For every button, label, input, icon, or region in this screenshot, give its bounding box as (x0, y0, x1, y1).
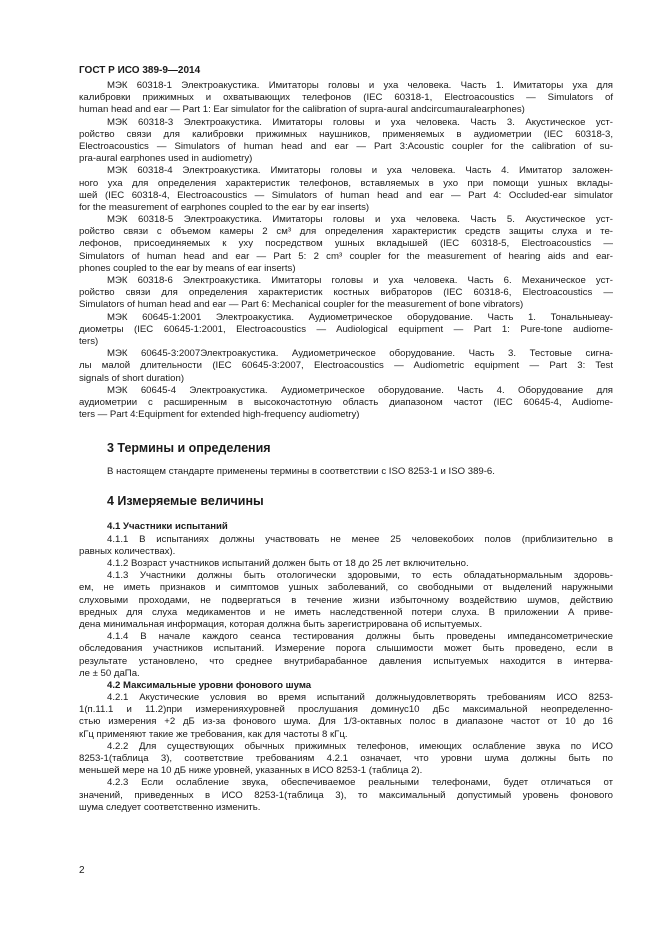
text-line: 4.1.3 Участники должны быть отологически здоровыми, то есть обладатьнормальным здоровь- (107, 570, 613, 582)
clause-paragraph (79, 558, 613, 570)
text-line: слуховыми проходами, не подвергаться в течение жизни избыточному воздействию шумов, действию (79, 594, 613, 606)
text-line: кГц применяют такие же требования, как для частоты 8 кГц. (79, 728, 348, 740)
reference-entry (79, 312, 613, 349)
clause-paragraph (79, 692, 613, 741)
text-line: human head and ear — Part 1: Ear simulator for the calibration of supra-aural andcircumauralearphones) (79, 104, 525, 116)
clause-paragraph (79, 631, 613, 680)
text-line: 4.2.2 Для существующих обычных прижимных телефонов, имеющих ослабление звука по ИСО (107, 740, 613, 752)
text-line: стью измерения +2 дБ из-за фонового шума. Для 1/3-октавных полос в диапазоне частот от 10 до 16 (79, 716, 613, 728)
text-line: ем, не иметь признаков и симптомов ушных заболеваний, со свободными от выделений наружными (79, 582, 613, 594)
text-line: лефонов, присоединяемых к уху посредством ушных вкладышей (IEC 60318-5, Electroacoustics — (79, 238, 613, 250)
text-line: МЭК 60645-3:2007Электроакустика. Аудиометрическое оборудование. Часть 3. Тестовые сигна- (107, 348, 613, 360)
clause-paragraph (79, 570, 613, 631)
text-line: шей (IEC 60318-4, Electroacoustics — Simulators of human head and ear — Part 4: Occluded-ear simulator (79, 189, 613, 201)
text-line: ters) (79, 335, 99, 347)
text-line: 4.1.2 Возраст участников испытаний должен быть от 18 до 25 лет включительно. (107, 558, 469, 570)
subsection-heading: 4.2 Максимальные уровни фонового шума (107, 679, 312, 691)
text-line: шума следует соответственно изменить. (79, 801, 261, 813)
text-line: 8253-1(таблица 3), соответствие требованиям 4.2.1 означает, что уровни шума должны быть по (79, 753, 613, 765)
text-line: 4.1.4 В начале каждого сеанса тестирования должны быть проведены импедансометрические (107, 631, 613, 643)
section-4-body (79, 521, 613, 814)
clause-paragraph (79, 534, 613, 558)
page-content (79, 80, 613, 814)
reference-entry (79, 275, 613, 312)
reference-entry (79, 385, 613, 422)
text-line: Electroacoustics — Simulators of human head and ear — Part 3:Acoustic coupler for the calibration of su- (79, 140, 613, 152)
reference-entry (79, 117, 613, 166)
text-line: диометры (IEC 60645-1:2001, Electroacoustics — Audiological equipment — Part 1: Pure-tone audiome- (79, 323, 613, 335)
text-line: for the measurement of earphones coupled to the ear by ear inserts) (79, 201, 370, 213)
text-line: равных количествах). (79, 545, 176, 557)
page-number: 2 (79, 865, 85, 876)
text-line: МЭК 60318-6 Электроакустика. Имитаторы головы и уха человека. Часть 6. Механическое уст- (107, 275, 613, 286)
text-line: 1(п.11.1 и 11.2)при измеренияхуровней прослушания доминус10 дБс максимальной неопределенно- (79, 704, 613, 716)
text-line: обследования участников испытаний. Измерение порога слышимости может быть проведено, если в (79, 643, 613, 655)
document-header: ГОСТ Р ИСО 389-9—2014 (79, 65, 201, 76)
text-line: МЭК 60645-1:2001 Электроакустика. Аудиометрическое оборудование. Часть 1. Тональныеау- (107, 311, 613, 323)
text-line: signals of short duration) (79, 372, 185, 384)
reference-entry (79, 80, 613, 117)
text-line: лы малой длительности (IEC 60645-3:2007, Electroacoustics — Audiometric equipment — Part 3: Test (79, 360, 613, 372)
text-line: МЭК 60318-5 Электроакустика. Имитаторы головы и уха человека. Часть 5. Акустическое уст- (107, 214, 613, 226)
text-line: МЭК 60645-4 Электроакустика. Аудиометрическое оборудование. Часть 4. Оборудование для (107, 384, 613, 396)
normative-references (79, 80, 613, 421)
text-line: калибровки прижимных и охватывающих телефонов (IEC 60318-1, Electroacoustics — Simulators of (79, 92, 613, 104)
text-line: ройство связи для калибровки прижимных наушников, применяемых в аудиометрии (IEC 60318-3, (79, 128, 613, 140)
text-line: Simulators of human head and ear — Part 6: Mechanical coupler for the measurement of bone vibrators) (79, 299, 524, 311)
text-line: ройство связи с объемом камеры 2 см³ для определения характеристик средств защиты слуха и те- (79, 226, 613, 238)
section-3-body: В настоящем стандарте применены термины в соответствии с ISO 8253-1 и ISO 389-6. (107, 466, 495, 478)
section-4-heading: 4 Измеряемые величины (107, 494, 264, 509)
text-line: pra-aural earphones used in audiometry) (79, 153, 253, 165)
reference-entry (79, 348, 613, 385)
reference-entry (79, 165, 613, 214)
text-line: 4.2.1 Акустические условия во время испытаний должныудовлетворять требованиям ИСО 8253- (107, 692, 613, 704)
clause-paragraph (79, 777, 613, 814)
text-line: МЭК 60318-1 Электроакустика. Имитаторы головы и уха человека. Часть 1. Имитаторы уха для (107, 80, 613, 91)
text-line: ters — Part 4:Equipment for extended high-frequency audiometry) (79, 409, 360, 421)
reference-entry (79, 214, 613, 275)
text-line: 4.1.1 В испытаниях должны участвовать не менее 25 человекобоих полов (приблизительно в (107, 533, 613, 545)
text-line: дена минимальная информация, которая должна быть зарегистрирована об испытуемых. (79, 618, 483, 630)
text-line: вредных для слуха медикаментов и не иметь наследственной потери слуха. В приложении А приве- (79, 606, 613, 618)
text-line: ного уха для определения характеристик телефонов, вставляемых в ухо при помощи ушных вклады- (79, 177, 613, 189)
text-line: значений, приведенных в ИСО 8253-1(таблица 3), то максимальный допустимый уровень фонового (79, 789, 613, 801)
text-line: ле ± 50 даПа. (79, 667, 140, 679)
text-line: меньшей мере на 10 дБ ниже уровней, указанных в ИСО 8253-1 (таблица 2). (79, 765, 423, 777)
text-line: 4.2.3 Если ослабление звука, обеспечиваемое реальными телефонами, будет отличаться от (107, 777, 613, 789)
text-line: МЭК 60318-4 Электроакустика. Имитаторы головы и уха человека. Часть 4. Имитатор заложен- (107, 165, 613, 177)
text-line: ройство связи для определения характеристик костных вибраторов (IEC 60318-6, Electroacoustics — (79, 287, 613, 299)
text-line: результате установлено, что среднее внутрибарабанное давления испытуемых находится в интерва- (79, 655, 613, 667)
section-3-heading: 3 Термины и определения (107, 441, 271, 456)
text-line: phones coupled to the ear by means of ear inserts) (79, 262, 296, 274)
text-line: Simulators of human head and ear — Part 5: 2 cm³ coupler for the measurement of hearing aids and ear- (79, 250, 613, 262)
subsection-heading: 4.1 Участники испытаний (107, 521, 228, 533)
text-line: МЭК 60318-3 Электроакустика. Имитаторы головы и уха человека. Часть 3. Акустическое уст- (107, 116, 613, 128)
text-line: аудиометрии с расширенным в высокочастотную область диапазоном частот (IEC 60645-4, Audiome- (79, 396, 613, 408)
clause-paragraph (79, 741, 613, 778)
